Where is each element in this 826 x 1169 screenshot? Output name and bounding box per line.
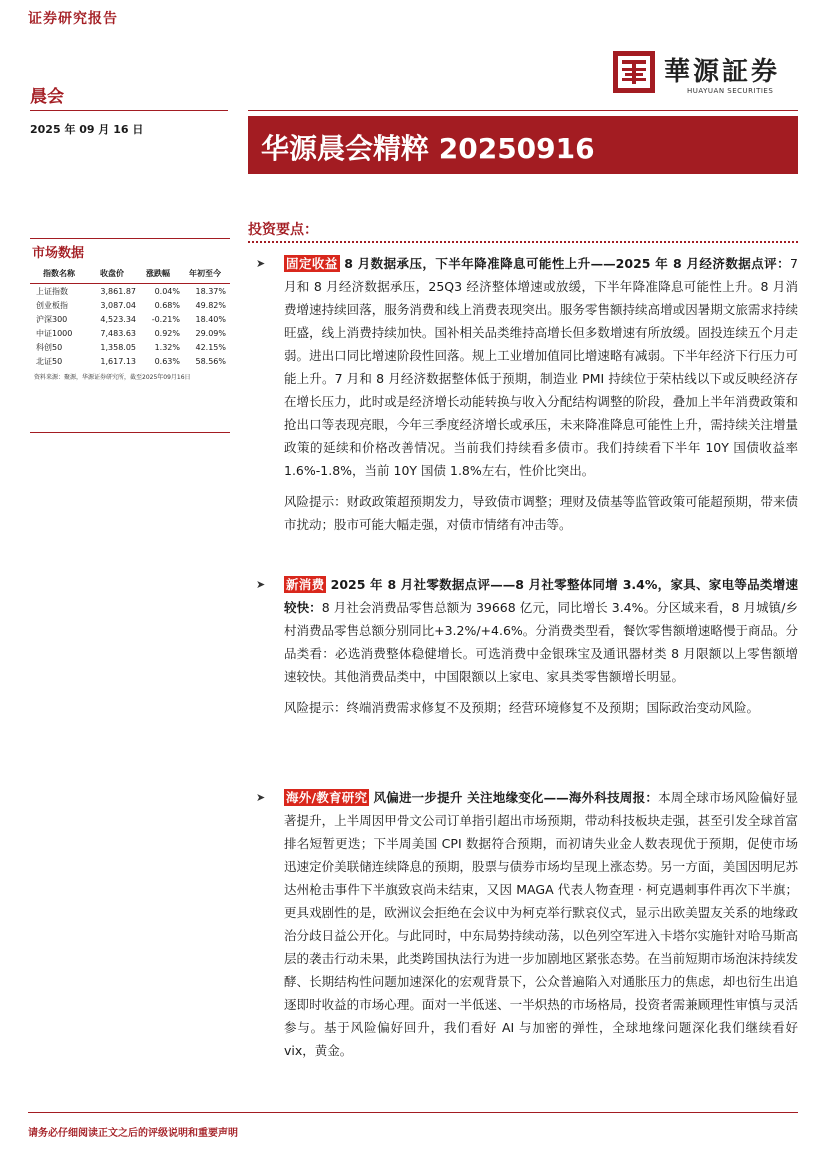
close-price: 4,523.34 bbox=[100, 314, 136, 324]
section-fixed-income bbox=[256, 252, 798, 536]
change-pct: 1.32% bbox=[154, 342, 180, 352]
table-row bbox=[30, 312, 230, 326]
index-name: 北证50 bbox=[36, 356, 63, 366]
index-name: 上证指数 bbox=[36, 286, 68, 296]
doc-type-label: 证券研究报告 bbox=[28, 11, 118, 27]
section-overseas-education bbox=[256, 786, 798, 1062]
ytd-pct: 42.15% bbox=[195, 342, 226, 352]
section-lead: 2025 年 8 月社零数据点评——8 月社零整体同增 3.4%，家具、家电等品类增速较快： bbox=[284, 577, 798, 615]
category-divider bbox=[30, 110, 228, 111]
ytd-pct: 49.82% bbox=[195, 300, 226, 310]
section-body: 8 月社会消费品零售总额为 39668 亿元，同比增长 3.4%。分区域来看，8 月城镇/乡村消费品零售总额分别同比+3.2%/+4.6%。分消费类型看，餐饮零售额增速略慢于商品。分品类看：必选消费整体稳健增长。可选消费中金银珠宝及通讯器材类 8 月限额以上零售额增速较快。其他消费品类中，中国限额以上家电、家具类零售额增长明显。 bbox=[284, 600, 798, 684]
investment-points-title: 投资要点： bbox=[248, 222, 318, 238]
section-paragraph bbox=[284, 573, 798, 688]
table-header-row bbox=[30, 265, 230, 284]
change-pct: 0.04% bbox=[154, 286, 180, 296]
logo-name: 華源証券 bbox=[664, 57, 781, 87]
section-lead: 8 月数据承压，下半年降准降息可能性上升——2025 年 8 月经济数据点评： bbox=[344, 256, 791, 271]
section-tag: 固定收益 bbox=[286, 256, 338, 271]
company-logo bbox=[612, 50, 798, 100]
section-paragraph bbox=[284, 786, 798, 1062]
section-body: 本周全球市场风险偏好显著提升，上半周因甲骨文公司订单指引超出市场预期，带动科技板块走强，甚至引发全球首富排名短暂更迭；下半周美国 CPI 数据符合预期，而初请失业金人数表现优于预期，促使市场迅速定价美联储连续降息的预期，股票与债券市场均呈现上涨态势。另一方面，美国因明尼苏达州枪击事件下半旗致哀尚未结束，又因 MAGA 代表人物查理 · 柯克遇刺事件再次下半旗；更具戏剧性的是，欧洲议会拒绝在会议中为柯克举行默哀仪式，显示出欧美盟友关系的地缘政治分歧日益公开化。与此同时，中东局势持续动荡，以色列空军进入卡塔尔实施针对哈马斯高层的袭击行动未果，此类跨国执法行为进一步加剧地区紧张态势。在当前短期市场泡沫持续发酵、长期结构性问题加速深化的宏观背景下，公众普遍陷入对通胀压力的焦虑，却也衍生出追逐即时收益的市场心理。面对一半低迷、一半炽热的市场格局，投资者需兼顾理性审慎与灵活参与。基于风险偏好回升，我们看好 AI 与加密的弹性，全球地缘问题深化我们继续看好 vix，黄金。 bbox=[284, 790, 798, 1058]
arrow-bullet-icon: ➤ bbox=[256, 791, 266, 804]
change-pct: 0.92% bbox=[154, 328, 180, 338]
index-name: 中证1000 bbox=[36, 328, 73, 338]
close-price: 1,617.13 bbox=[100, 356, 136, 366]
close-price: 1,358.05 bbox=[100, 342, 136, 352]
table-row bbox=[30, 340, 230, 354]
index-name: 沪深300 bbox=[36, 314, 68, 324]
section-tag: 海外/教育研究 bbox=[286, 790, 368, 805]
logo-english: HUAYUAN SECURITIES bbox=[687, 87, 774, 95]
table-row bbox=[30, 354, 230, 368]
ytd-pct: 58.56% bbox=[195, 356, 226, 366]
section-body: 7 月和 8 月经济数据承压，25Q3 经济整体增速或放缓，下半年降准降息可能性上升。8 月消费增速持续回落，服务消费和线上消费表现突出。服务零售额持续高增或因暑期文旅需求持续旺盛，线上消费持续加快。国补相关品类维持高增长但多数增速有所放缓。固投连续五个月走弱。进出口同比增速阶段性回落。规上工业增加值同比增速略有减弱。下半年经济下行压力可能上升。7 月和 8 月经济数据整体低于预期，制造业 PMI 持续位于荣枯线以下或反映经济存在增长压力，此时或是经济增长动能转换与收入分配结构调整的阶段，叠加上半年消费政策和抢出口等表现亮眼，今年三季度经济增长或承压，未来降准降息可能性上升，需持续关注增量政策的延续和价格改善情况。当前我们持续看多债市。我们持续看下半年 10Y 国债收益率 1.6%-1.8%，当前 10Y 国债 1.8%左右，性价比突出。 bbox=[284, 256, 798, 478]
category-label: 晨会 bbox=[30, 87, 64, 107]
footer-disclaimer: 请务必仔细阅读正文之后的评级说明和重要声明 bbox=[28, 1128, 238, 1139]
column-header: 指数名称 bbox=[30, 265, 88, 284]
change-pct: 0.63% bbox=[154, 356, 180, 366]
close-price: 3,087.04 bbox=[100, 300, 136, 310]
market-data-source: 资料来源：聚源，华源证券研究所，截至2025年09月16日 bbox=[34, 374, 191, 381]
section-lead: 风偏进一步提升 关注地缘变化——海外科技周报： bbox=[373, 790, 659, 805]
risk-paragraph: 风险提示：财政政策超预期发力，导致债市调整；理财及债基等监管政策可能超预期，带来债市扰动；股市可能大幅走强，对债市情绪有冲击等。 bbox=[284, 494, 798, 532]
title-banner bbox=[248, 116, 798, 174]
market-top-divider bbox=[30, 238, 230, 239]
market-bottom-divider bbox=[30, 432, 230, 433]
column-header: 收盘价 bbox=[88, 265, 136, 284]
footer-divider bbox=[28, 1112, 798, 1113]
column-header: 年初至今 bbox=[180, 265, 230, 284]
section-paragraph bbox=[284, 252, 798, 482]
page-title: 华源晨会精粹 20250916 bbox=[261, 132, 595, 165]
column-header: 涨跌幅 bbox=[136, 265, 180, 284]
change-pct: -0.21% bbox=[151, 314, 180, 324]
market-data-table bbox=[30, 265, 230, 368]
header-divider bbox=[248, 110, 798, 111]
logo-mark-icon bbox=[612, 50, 656, 94]
table-row bbox=[30, 298, 230, 312]
index-name: 创业板指 bbox=[36, 300, 68, 310]
arrow-bullet-icon: ➤ bbox=[256, 578, 266, 591]
market-data-panel bbox=[30, 242, 230, 381]
ytd-pct: 18.37% bbox=[195, 286, 226, 296]
close-price: 3,861.87 bbox=[100, 286, 136, 296]
report-date: 2025 年 09 月 16 日 bbox=[30, 123, 144, 136]
table-row bbox=[30, 284, 230, 299]
ytd-pct: 18.40% bbox=[195, 314, 226, 324]
section-tag: 新消费 bbox=[286, 577, 325, 592]
ytd-pct: 29.09% bbox=[195, 328, 226, 338]
arrow-bullet-icon: ➤ bbox=[256, 257, 266, 270]
close-price: 7,483.63 bbox=[100, 328, 136, 338]
investment-points-heading bbox=[248, 219, 798, 243]
table-row bbox=[30, 326, 230, 340]
index-name: 科创50 bbox=[36, 342, 63, 352]
section-new-consumption bbox=[256, 573, 798, 719]
change-pct: 0.68% bbox=[154, 300, 180, 310]
market-data-title: 市场数据 bbox=[32, 246, 85, 261]
risk-paragraph: 风险提示：终端消费需求修复不及预期；经营环境修复不及预期；国际政治变动风险。 bbox=[284, 700, 760, 715]
